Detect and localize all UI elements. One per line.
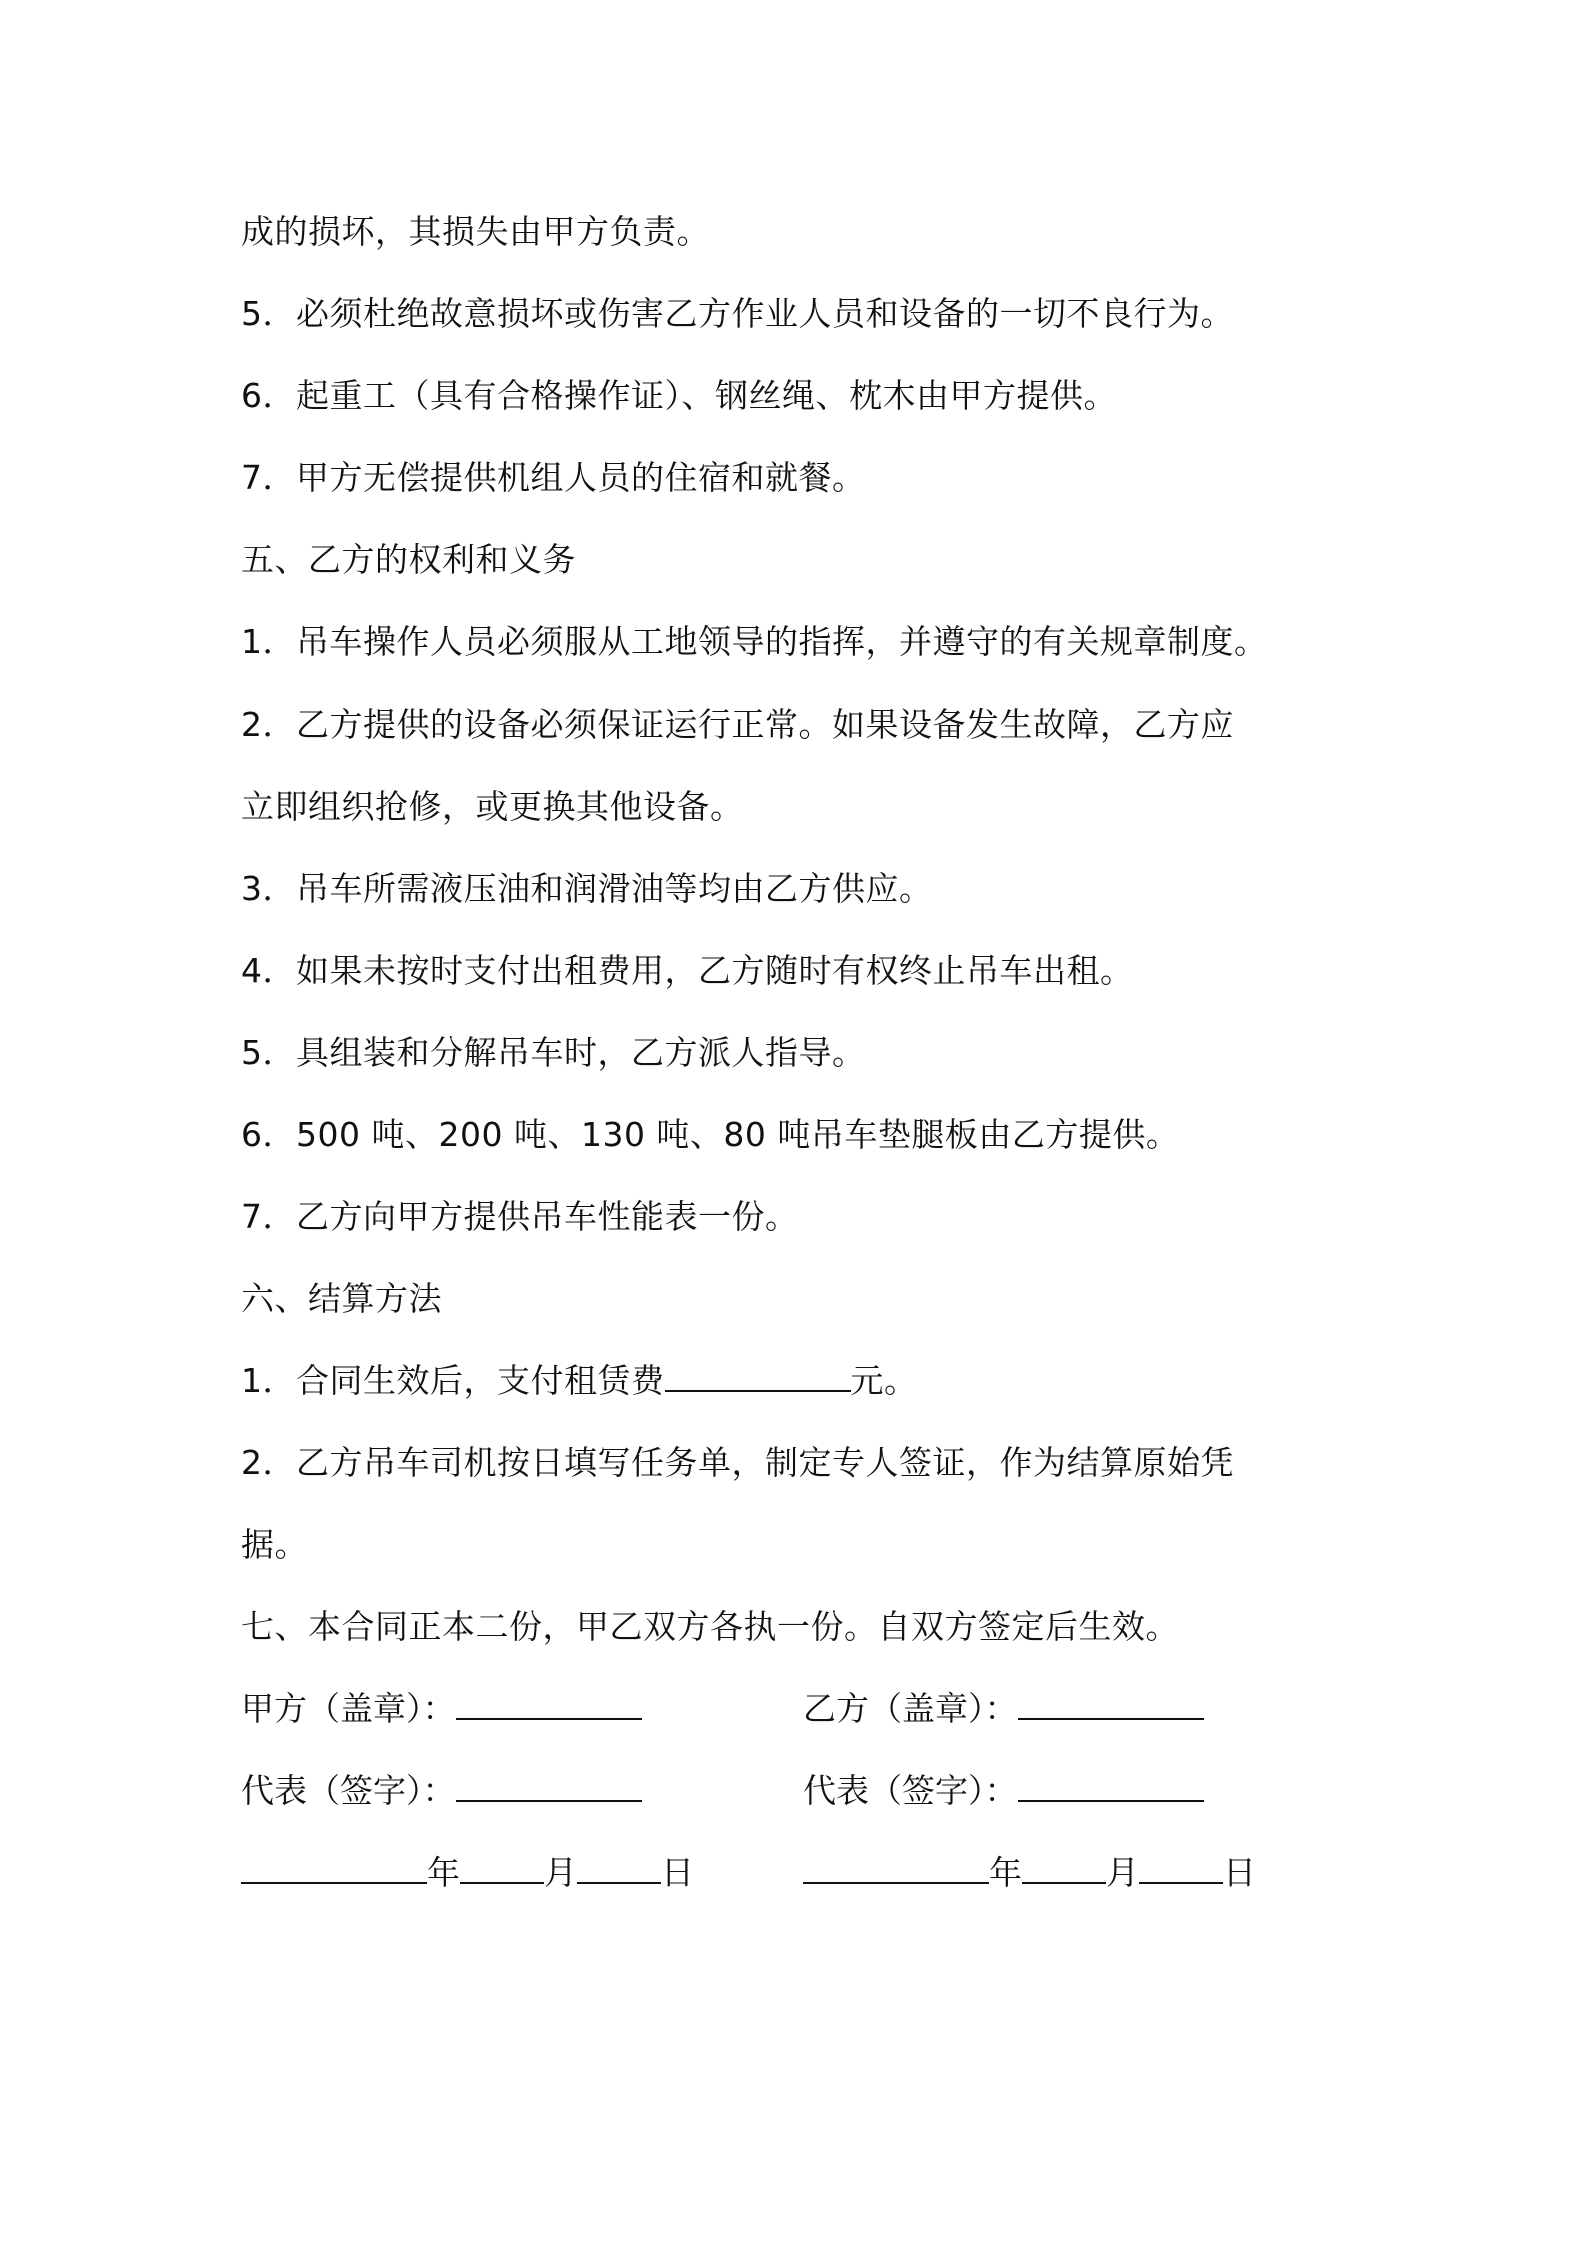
party-a-rep-row (241, 1768, 642, 1814)
text-line-9: 3．吊车所需液压油和润滑油等均由乙方供应。 (241, 869, 933, 908)
party-b-day-label: 日 (1223, 1853, 1256, 1892)
text-line-16: 2．乙方吊车司机按日填写任务单，制定专人签证，作为结算原始凭 (241, 1443, 1234, 1482)
party-a-seal-label: 甲方（盖章）： (241, 1689, 456, 1728)
party-a-rep-label: 代表（签字）： (241, 1771, 456, 1810)
text-line-7: 2．乙方提供的设备必须保证运行正常。如果设备发生故障，乙方应 (241, 705, 1234, 744)
text-line-17: 据。 (241, 1525, 308, 1564)
text-line-1: 成的损坏，其损失由甲方负责。 (241, 212, 710, 251)
text-line-13: 7．乙方向甲方提供吊车性能表一份。 (241, 1197, 799, 1236)
party-b-day-blank[interactable] (1139, 1854, 1223, 1884)
party-b-seal-label: 乙方（盖章）： (803, 1689, 1018, 1728)
party-b-rep-blank[interactable] (1018, 1772, 1204, 1802)
payment-line (241, 1358, 918, 1404)
party-b-month-blank[interactable] (1022, 1854, 1106, 1884)
text-line-10: 4．如果未按时支付出租费用，乙方随时有权终止吊车出租。 (241, 951, 1134, 990)
payment-suffix: 元。 (850, 1361, 918, 1400)
party-b-seal-blank[interactable] (1018, 1690, 1204, 1720)
party-b-rep-label: 代表（签字）： (803, 1771, 1018, 1810)
party-b-month-label: 月 (1106, 1853, 1139, 1892)
section-heading-6: 六、结算方法 (241, 1279, 442, 1318)
party-a-day-label: 日 (661, 1853, 694, 1892)
party-a-date-row (241, 1850, 694, 1896)
party-a-year-blank[interactable] (241, 1854, 427, 1884)
party-b-year-label: 年 (989, 1853, 1022, 1892)
text-line-8: 立即组织抢修，或更换其他设备。 (241, 787, 744, 826)
party-a-rep-blank[interactable] (456, 1772, 642, 1802)
party-b-rep-row (803, 1768, 1204, 1814)
party-a-day-blank[interactable] (577, 1854, 661, 1884)
amount-blank[interactable] (665, 1362, 851, 1392)
party-b-seal-row (803, 1686, 1204, 1732)
text-line-3: 6．起重工（具有合格操作证）、钢丝绳、枕木由甲方提供。 (241, 376, 1117, 415)
party-a-year-label: 年 (427, 1853, 460, 1892)
party-b-date-row (803, 1850, 1256, 1896)
text-line-4: 7．甲方无偿提供机组人员的住宿和就餐。 (241, 458, 866, 497)
party-a-seal-row (241, 1686, 642, 1732)
section-heading-5: 五、乙方的权利和义务 (241, 540, 576, 579)
party-b-year-blank[interactable] (803, 1854, 989, 1884)
payment-prefix: 1．合同生效后，支付租赁费 (241, 1361, 665, 1400)
section-heading-7: 七、本合同正本二份，甲乙双方各执一份。自双方签定后生效。 (241, 1607, 1179, 1646)
party-a-month-label: 月 (544, 1853, 577, 1892)
party-a-seal-blank[interactable] (456, 1690, 642, 1720)
party-a-month-blank[interactable] (460, 1854, 544, 1884)
text-line-6: 1．吊车操作人员必须服从工地领导的指挥，并遵守的有关规章制度。 (241, 622, 1268, 661)
text-line-2: 5．必须杜绝故意损坏或伤害乙方作业人员和设备的一切不良行为。 (241, 294, 1234, 333)
text-line-11: 5．具组装和分解吊车时，乙方派人指导。 (241, 1033, 866, 1072)
text-line-12: 6．500 吨、200 吨、130 吨、80 吨吊车垫腿板由乙方提供。 (241, 1115, 1180, 1154)
